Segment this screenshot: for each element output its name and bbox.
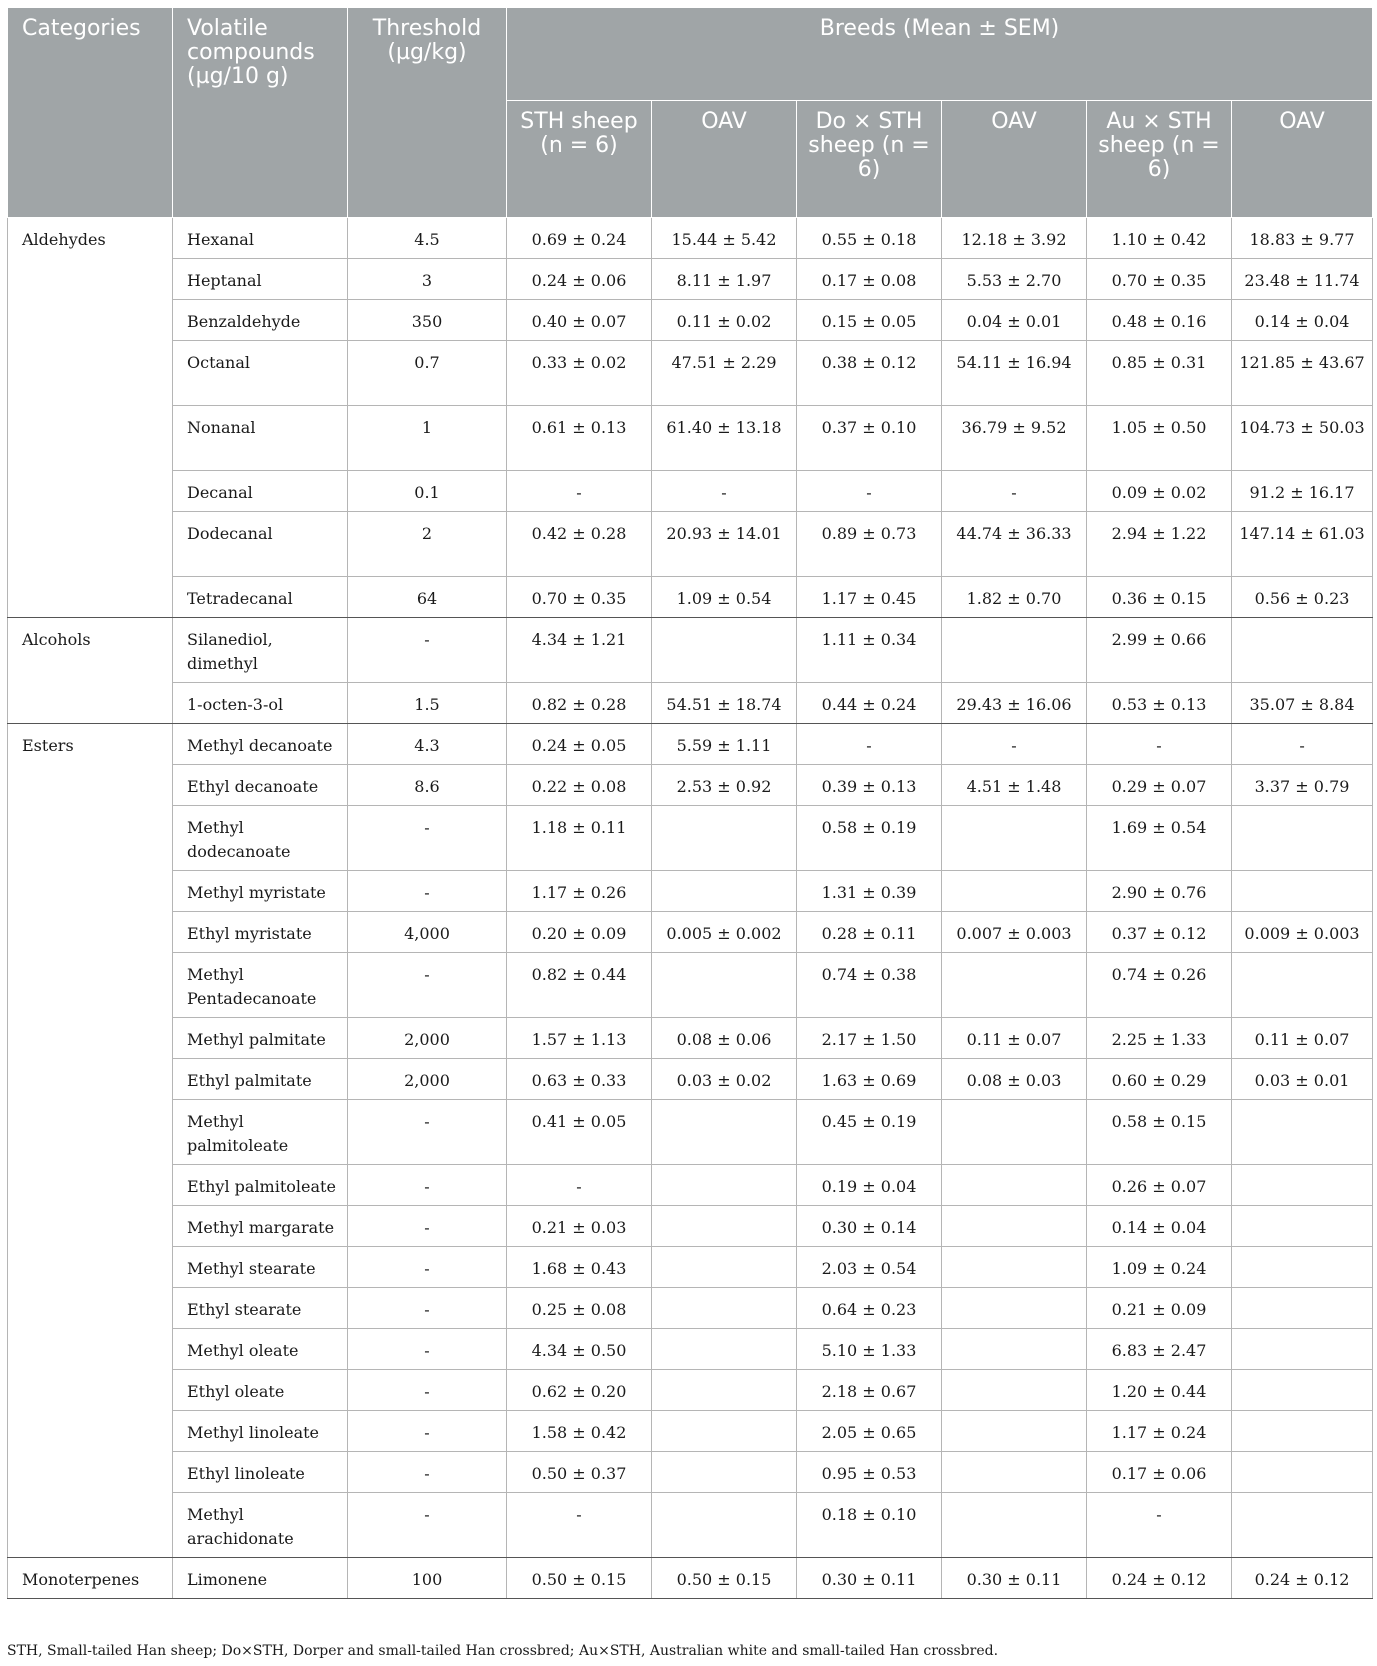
do-sth-value-cell: 0.17 ± 0.08 — [797, 259, 942, 300]
au-sth-oav-cell — [1232, 1411, 1373, 1452]
au-sth-value-cell: 1.10 ± 0.42 — [1087, 218, 1232, 259]
sth-oav-cell — [652, 1165, 797, 1206]
au-sth-oav-cell: 23.48 ± 11.74 — [1232, 259, 1373, 300]
au-sth-oav-cell: 0.11 ± 0.07 — [1232, 1018, 1373, 1059]
au-sth-value-cell: 0.09 ± 0.02 — [1087, 471, 1232, 512]
do-sth-oav-cell: 5.53 ± 2.70 — [942, 259, 1087, 300]
threshold-cell: - — [348, 953, 507, 1018]
do-sth-value-cell: 0.39 ± 0.13 — [797, 765, 942, 806]
au-sth-value-cell: 1.69 ± 0.54 — [1087, 806, 1232, 871]
sth-value-cell: 0.70 ± 0.35 — [507, 577, 652, 618]
do-sth-oav-cell — [942, 1411, 1087, 1452]
threshold-cell: - — [348, 1411, 507, 1452]
sth-oav-cell: 8.11 ± 1.97 — [652, 259, 797, 300]
compound-name-cell: Methyl oleate — [173, 1329, 348, 1370]
do-sth-oav-cell — [942, 1288, 1087, 1329]
au-sth-value-cell: 0.48 ± 0.16 — [1087, 300, 1232, 341]
compound-name-cell: 1-octen-3-ol — [173, 683, 348, 724]
table-row — [8, 300, 1373, 341]
compound-name-cell: Methyl margarate — [173, 1206, 348, 1247]
sth-oav-cell: 0.03 ± 0.02 — [652, 1059, 797, 1100]
au-sth-value-cell: 0.58 ± 0.15 — [1087, 1100, 1232, 1165]
sth-value-cell: 0.50 ± 0.37 — [507, 1452, 652, 1493]
au-sth-value-cell: 2.90 ± 0.76 — [1087, 871, 1232, 912]
sth-oav-cell: 61.40 ± 13.18 — [652, 406, 797, 471]
do-sth-value-cell: 2.05 ± 0.65 — [797, 1411, 942, 1452]
threshold-cell: - — [348, 871, 507, 912]
sth-value-cell: 0.40 ± 0.07 — [507, 300, 652, 341]
table-header — [8, 8, 1373, 218]
threshold-cell: - — [348, 806, 507, 871]
table-row — [8, 1247, 1373, 1288]
header-categories: Categories — [8, 8, 173, 218]
sth-value-cell: - — [507, 471, 652, 512]
table-row — [8, 618, 1373, 683]
au-sth-value-cell: 1.17 ± 0.24 — [1087, 1411, 1232, 1452]
compound-name-cell: Dodecanal — [173, 512, 348, 577]
au-sth-oav-cell: 104.73 ± 50.03 — [1232, 406, 1373, 471]
do-sth-oav-cell: 36.79 ± 9.52 — [942, 406, 1087, 471]
sth-oav-cell — [652, 1247, 797, 1288]
threshold-cell: 0.7 — [348, 341, 507, 406]
threshold-cell: 3 — [348, 259, 507, 300]
au-sth-value-cell: 0.70 ± 0.35 — [1087, 259, 1232, 300]
threshold-cell: 100 — [348, 1558, 507, 1599]
do-sth-oav-cell: 0.04 ± 0.01 — [942, 300, 1087, 341]
threshold-cell: 1 — [348, 406, 507, 471]
table-row — [8, 1288, 1373, 1329]
table-row — [8, 218, 1373, 259]
compound-name-cell: Nonanal — [173, 406, 348, 471]
sth-oav-cell — [652, 806, 797, 871]
do-sth-oav-cell — [942, 618, 1087, 683]
do-sth-oav-cell — [942, 806, 1087, 871]
sth-value-cell: 0.42 ± 0.28 — [507, 512, 652, 577]
compound-name-cell: Methyl palmitoleate — [173, 1100, 348, 1165]
do-sth-value-cell: 0.37 ± 0.10 — [797, 406, 942, 471]
table-body — [8, 218, 1373, 1599]
sth-value-cell: - — [507, 1493, 652, 1558]
sth-value-cell: 1.58 ± 0.42 — [507, 1411, 652, 1452]
do-sth-oav-cell: 0.30 ± 0.11 — [942, 1558, 1087, 1599]
compound-name-cell: Methyl palmitate — [173, 1018, 348, 1059]
table-footnote: STH, Small-tailed Han sheep; Do×STH, Dorper and small-tailed Han crossbred; Au×STH, Australian white and small-tailed Han crossbred. — [7, 1643, 999, 1659]
do-sth-value-cell: 0.30 ± 0.11 — [797, 1558, 942, 1599]
sth-oav-cell: 15.44 ± 5.42 — [652, 218, 797, 259]
sth-value-cell: 0.82 ± 0.44 — [507, 953, 652, 1018]
compound-name-cell: Methyl myristate — [173, 871, 348, 912]
au-sth-value-cell: 0.29 ± 0.07 — [1087, 765, 1232, 806]
sth-value-cell: 0.50 ± 0.15 — [507, 1558, 652, 1599]
table-row — [8, 512, 1373, 577]
au-sth-oav-cell: 35.07 ± 8.84 — [1232, 683, 1373, 724]
table-container — [7, 7, 1372, 1599]
header-oav-do-sth: OAV — [942, 101, 1087, 218]
do-sth-value-cell: 0.19 ± 0.04 — [797, 1165, 942, 1206]
category-cell: Aldehydes — [8, 218, 173, 618]
sth-oav-cell — [652, 618, 797, 683]
threshold-cell: 350 — [348, 300, 507, 341]
sth-oav-cell: 0.08 ± 0.06 — [652, 1018, 797, 1059]
category-cell: Alcohols — [8, 618, 173, 724]
compound-name-cell: Octanal — [173, 341, 348, 406]
threshold-cell: - — [348, 1165, 507, 1206]
do-sth-oav-cell: 44.74 ± 36.33 — [942, 512, 1087, 577]
do-sth-oav-cell — [942, 1452, 1087, 1493]
do-sth-oav-cell — [942, 1165, 1087, 1206]
compound-name-cell: Methyl Pentadecanoate — [173, 953, 348, 1018]
do-sth-oav-cell — [942, 1206, 1087, 1247]
threshold-cell: 2 — [348, 512, 507, 577]
au-sth-oav-cell — [1232, 1206, 1373, 1247]
sth-oav-cell: 20.93 ± 14.01 — [652, 512, 797, 577]
compound-name-cell: Silanediol, dimethyl — [173, 618, 348, 683]
au-sth-value-cell: 2.94 ± 1.22 — [1087, 512, 1232, 577]
sth-value-cell: 0.22 ± 0.08 — [507, 765, 652, 806]
do-sth-oav-cell: 1.82 ± 0.70 — [942, 577, 1087, 618]
threshold-cell: 4.3 — [348, 724, 507, 765]
compound-name-cell: Ethyl palmitoleate — [173, 1165, 348, 1206]
compound-name-cell: Methyl arachidonate — [173, 1493, 348, 1558]
au-sth-value-cell: 0.85 ± 0.31 — [1087, 341, 1232, 406]
threshold-cell: 0.1 — [348, 471, 507, 512]
au-sth-value-cell: 2.99 ± 0.66 — [1087, 618, 1232, 683]
sth-oav-cell — [652, 1206, 797, 1247]
volatile-compounds-table — [7, 7, 1373, 1599]
threshold-cell: - — [348, 1100, 507, 1165]
compound-name-cell: Methyl dodecanoate — [173, 806, 348, 871]
table-row — [8, 871, 1373, 912]
header-au-sth-sheep: Au × STH sheep (n = 6) — [1087, 101, 1232, 218]
do-sth-oav-cell: 0.08 ± 0.03 — [942, 1059, 1087, 1100]
au-sth-oav-cell — [1232, 1452, 1373, 1493]
table-row — [8, 683, 1373, 724]
au-sth-value-cell: 1.09 ± 0.24 — [1087, 1247, 1232, 1288]
sth-value-cell: 0.24 ± 0.05 — [507, 724, 652, 765]
header-oav-sth: OAV — [652, 101, 797, 218]
sth-value-cell: 0.62 ± 0.20 — [507, 1370, 652, 1411]
table-row — [8, 765, 1373, 806]
do-sth-oav-cell — [942, 1247, 1087, 1288]
sth-value-cell: 0.63 ± 0.33 — [507, 1059, 652, 1100]
au-sth-value-cell: 0.36 ± 0.15 — [1087, 577, 1232, 618]
do-sth-value-cell: 0.38 ± 0.12 — [797, 341, 942, 406]
sth-value-cell: 1.57 ± 1.13 — [507, 1018, 652, 1059]
do-sth-oav-cell: 0.007 ± 0.003 — [942, 912, 1087, 953]
do-sth-oav-cell — [942, 1329, 1087, 1370]
sth-oav-cell: 1.09 ± 0.54 — [652, 577, 797, 618]
au-sth-oav-cell: 0.56 ± 0.23 — [1232, 577, 1373, 618]
compound-name-cell: Ethyl decanoate — [173, 765, 348, 806]
compound-name-cell: Hexanal — [173, 218, 348, 259]
au-sth-value-cell: - — [1087, 724, 1232, 765]
sth-oav-cell — [652, 871, 797, 912]
sth-value-cell: 1.17 ± 0.26 — [507, 871, 652, 912]
do-sth-value-cell: 0.55 ± 0.18 — [797, 218, 942, 259]
au-sth-oav-cell — [1232, 806, 1373, 871]
sth-value-cell: 0.82 ± 0.28 — [507, 683, 652, 724]
table-row — [8, 341, 1373, 406]
au-sth-value-cell: 0.26 ± 0.07 — [1087, 1165, 1232, 1206]
au-sth-oav-cell — [1232, 1100, 1373, 1165]
au-sth-oav-cell — [1232, 1370, 1373, 1411]
do-sth-value-cell: 0.18 ± 0.10 — [797, 1493, 942, 1558]
compound-name-cell: Methyl stearate — [173, 1247, 348, 1288]
do-sth-value-cell: 1.17 ± 0.45 — [797, 577, 942, 618]
sth-oav-cell: 0.005 ± 0.002 — [652, 912, 797, 953]
table-row — [8, 1452, 1373, 1493]
au-sth-oav-cell: 0.03 ± 0.01 — [1232, 1059, 1373, 1100]
table-row — [8, 1059, 1373, 1100]
au-sth-value-cell: 0.14 ± 0.04 — [1087, 1206, 1232, 1247]
au-sth-value-cell: 2.25 ± 1.33 — [1087, 1018, 1232, 1059]
threshold-cell: - — [348, 618, 507, 683]
header-do-sth-sheep: Do × STH sheep (n = 6) — [797, 101, 942, 218]
compound-name-cell: Limonene — [173, 1558, 348, 1599]
table-row — [8, 471, 1373, 512]
compound-name-cell: Tetradecanal — [173, 577, 348, 618]
au-sth-oav-cell — [1232, 953, 1373, 1018]
table-row — [8, 577, 1373, 618]
sth-oav-cell: 0.50 ± 0.15 — [652, 1558, 797, 1599]
au-sth-value-cell: 6.83 ± 2.47 — [1087, 1329, 1232, 1370]
table-row — [8, 1370, 1373, 1411]
au-sth-oav-cell — [1232, 618, 1373, 683]
do-sth-value-cell: 5.10 ± 1.33 — [797, 1329, 942, 1370]
sth-value-cell: 0.21 ± 0.03 — [507, 1206, 652, 1247]
au-sth-oav-cell — [1232, 871, 1373, 912]
au-sth-oav-cell — [1232, 1329, 1373, 1370]
compound-name-cell: Ethyl myristate — [173, 912, 348, 953]
do-sth-oav-cell — [942, 1493, 1087, 1558]
compound-name-cell: Methyl linoleate — [173, 1411, 348, 1452]
sth-value-cell: 1.18 ± 0.11 — [507, 806, 652, 871]
au-sth-value-cell: - — [1087, 1493, 1232, 1558]
compound-name-cell: Heptanal — [173, 259, 348, 300]
do-sth-value-cell: 2.17 ± 1.50 — [797, 1018, 942, 1059]
sth-oav-cell — [652, 1288, 797, 1329]
do-sth-oav-cell — [942, 871, 1087, 912]
do-sth-oav-cell — [942, 1370, 1087, 1411]
threshold-cell: - — [348, 1452, 507, 1493]
do-sth-oav-cell: 29.43 ± 16.06 — [942, 683, 1087, 724]
table-row — [8, 1493, 1373, 1558]
threshold-cell: 1.5 — [348, 683, 507, 724]
sth-oav-cell: 2.53 ± 0.92 — [652, 765, 797, 806]
compound-name-cell: Benzaldehyde — [173, 300, 348, 341]
do-sth-oav-cell: - — [942, 471, 1087, 512]
header-threshold: Threshold (µg/kg) — [348, 8, 507, 218]
sth-oav-cell — [652, 1452, 797, 1493]
do-sth-value-cell: 2.18 ± 0.67 — [797, 1370, 942, 1411]
compound-name-cell: Ethyl oleate — [173, 1370, 348, 1411]
au-sth-oav-cell: 147.14 ± 61.03 — [1232, 512, 1373, 577]
table-row — [8, 259, 1373, 300]
table-row — [8, 724, 1373, 765]
sth-value-cell: - — [507, 1165, 652, 1206]
table-row — [8, 912, 1373, 953]
sth-oav-cell: 47.51 ± 2.29 — [652, 341, 797, 406]
do-sth-value-cell: 0.45 ± 0.19 — [797, 1100, 942, 1165]
header-volatile-compounds: Volatile compounds (µg/10 g) — [173, 8, 348, 218]
do-sth-value-cell: 2.03 ± 0.54 — [797, 1247, 942, 1288]
threshold-cell: 64 — [348, 577, 507, 618]
do-sth-value-cell: 0.89 ± 0.73 — [797, 512, 942, 577]
table-row — [8, 953, 1373, 1018]
threshold-cell: 2,000 — [348, 1018, 507, 1059]
sth-oav-cell: - — [652, 471, 797, 512]
do-sth-oav-cell: 4.51 ± 1.48 — [942, 765, 1087, 806]
header-breeds: Breeds (Mean ± SEM) — [507, 8, 1373, 101]
sth-oav-cell: 5.59 ± 1.11 — [652, 724, 797, 765]
table-row — [8, 1100, 1373, 1165]
au-sth-value-cell: 0.37 ± 0.12 — [1087, 912, 1232, 953]
au-sth-value-cell: 0.17 ± 0.06 — [1087, 1452, 1232, 1493]
do-sth-oav-cell — [942, 953, 1087, 1018]
do-sth-oav-cell — [942, 1100, 1087, 1165]
au-sth-oav-cell — [1232, 1288, 1373, 1329]
au-sth-value-cell: 1.05 ± 0.50 — [1087, 406, 1232, 471]
au-sth-value-cell: 1.20 ± 0.44 — [1087, 1370, 1232, 1411]
table-row — [8, 1018, 1373, 1059]
threshold-cell: - — [348, 1329, 507, 1370]
do-sth-oav-cell: 0.11 ± 0.07 — [942, 1018, 1087, 1059]
au-sth-oav-cell: 0.14 ± 0.04 — [1232, 300, 1373, 341]
table-row — [8, 1558, 1373, 1599]
category-cell: Esters — [8, 724, 173, 1558]
au-sth-value-cell: 0.60 ± 0.29 — [1087, 1059, 1232, 1100]
table-row — [8, 1329, 1373, 1370]
au-sth-oav-cell: 3.37 ± 0.79 — [1232, 765, 1373, 806]
sth-value-cell: 0.69 ± 0.24 — [507, 218, 652, 259]
au-sth-oav-cell — [1232, 1247, 1373, 1288]
threshold-cell: - — [348, 1493, 507, 1558]
do-sth-oav-cell: 54.11 ± 16.94 — [942, 341, 1087, 406]
table-row — [8, 1206, 1373, 1247]
au-sth-value-cell: 0.74 ± 0.26 — [1087, 953, 1232, 1018]
sth-oav-cell — [652, 1370, 797, 1411]
threshold-cell: 4,000 — [348, 912, 507, 953]
do-sth-value-cell: 1.31 ± 0.39 — [797, 871, 942, 912]
threshold-cell: - — [348, 1288, 507, 1329]
do-sth-value-cell: 1.63 ± 0.69 — [797, 1059, 942, 1100]
threshold-cell: 4.5 — [348, 218, 507, 259]
au-sth-value-cell: 0.21 ± 0.09 — [1087, 1288, 1232, 1329]
sth-value-cell: 4.34 ± 1.21 — [507, 618, 652, 683]
au-sth-value-cell: 0.53 ± 0.13 — [1087, 683, 1232, 724]
au-sth-oav-cell — [1232, 1165, 1373, 1206]
compound-name-cell: Ethyl linoleate — [173, 1452, 348, 1493]
compound-name-cell: Methyl decanoate — [173, 724, 348, 765]
do-sth-value-cell: 0.74 ± 0.38 — [797, 953, 942, 1018]
compound-name-cell: Ethyl stearate — [173, 1288, 348, 1329]
do-sth-oav-cell: 12.18 ± 3.92 — [942, 218, 1087, 259]
table-row — [8, 1411, 1373, 1452]
au-sth-value-cell: 0.24 ± 0.12 — [1087, 1558, 1232, 1599]
do-sth-value-cell: 0.15 ± 0.05 — [797, 300, 942, 341]
do-sth-value-cell: - — [797, 471, 942, 512]
au-sth-oav-cell: - — [1232, 724, 1373, 765]
compound-name-cell: Ethyl palmitate — [173, 1059, 348, 1100]
sth-value-cell: 0.20 ± 0.09 — [507, 912, 652, 953]
au-sth-oav-cell: 0.24 ± 0.12 — [1232, 1558, 1373, 1599]
compound-name-cell: Decanal — [173, 471, 348, 512]
category-cell: Monoterpenes — [8, 1558, 173, 1599]
table-row — [8, 806, 1373, 871]
sth-value-cell: 0.24 ± 0.06 — [507, 259, 652, 300]
sth-oav-cell — [652, 1493, 797, 1558]
au-sth-oav-cell: 91.2 ± 16.17 — [1232, 471, 1373, 512]
sth-value-cell: 4.34 ± 0.50 — [507, 1329, 652, 1370]
sth-oav-cell — [652, 953, 797, 1018]
sth-oav-cell — [652, 1411, 797, 1452]
sth-value-cell: 0.41 ± 0.05 — [507, 1100, 652, 1165]
do-sth-value-cell: 1.11 ± 0.34 — [797, 618, 942, 683]
sth-value-cell: 0.61 ± 0.13 — [507, 406, 652, 471]
threshold-cell: - — [348, 1247, 507, 1288]
do-sth-value-cell: 0.28 ± 0.11 — [797, 912, 942, 953]
au-sth-oav-cell — [1232, 1493, 1373, 1558]
sth-oav-cell — [652, 1100, 797, 1165]
au-sth-oav-cell: 18.83 ± 9.77 — [1232, 218, 1373, 259]
do-sth-oav-cell: - — [942, 724, 1087, 765]
threshold-cell: 2,000 — [348, 1059, 507, 1100]
do-sth-value-cell: - — [797, 724, 942, 765]
do-sth-value-cell: 0.30 ± 0.14 — [797, 1206, 942, 1247]
do-sth-value-cell: 0.44 ± 0.24 — [797, 683, 942, 724]
do-sth-value-cell: 0.95 ± 0.53 — [797, 1452, 942, 1493]
sth-value-cell: 0.33 ± 0.02 — [507, 341, 652, 406]
table-row — [8, 1165, 1373, 1206]
do-sth-value-cell: 0.64 ± 0.23 — [797, 1288, 942, 1329]
au-sth-oav-cell: 0.009 ± 0.003 — [1232, 912, 1373, 953]
do-sth-value-cell: 0.58 ± 0.19 — [797, 806, 942, 871]
table-row — [8, 406, 1373, 471]
threshold-cell: 8.6 — [348, 765, 507, 806]
header-oav-au-sth: OAV — [1232, 101, 1373, 218]
threshold-cell: - — [348, 1206, 507, 1247]
header-sth-sheep: STH sheep (n = 6) — [507, 101, 652, 218]
sth-oav-cell — [652, 1329, 797, 1370]
threshold-cell: - — [348, 1370, 507, 1411]
sth-oav-cell: 0.11 ± 0.02 — [652, 300, 797, 341]
sth-value-cell: 1.68 ± 0.43 — [507, 1247, 652, 1288]
sth-oav-cell: 54.51 ± 18.74 — [652, 683, 797, 724]
au-sth-oav-cell: 121.85 ± 43.67 — [1232, 341, 1373, 406]
sth-value-cell: 0.25 ± 0.08 — [507, 1288, 652, 1329]
